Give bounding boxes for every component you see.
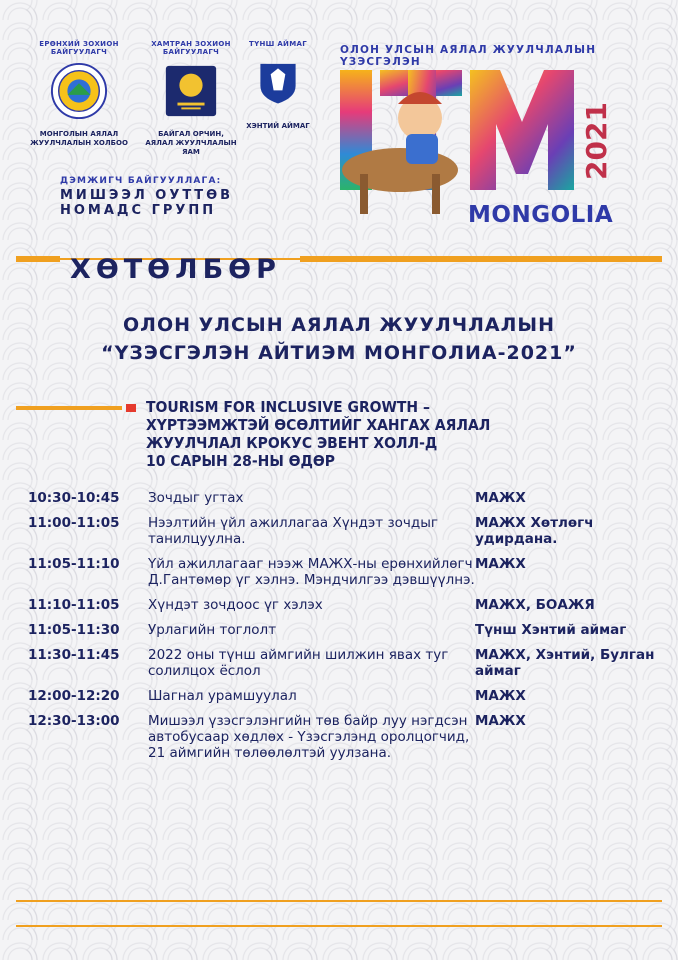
schedule-responsible: МАЖХ [475,688,526,704]
schedule-responsible: МАЖХ Хөтлөгч удирдана. [475,515,594,547]
event-heading-line: ХҮРТЭЭМЖТЭЙ ӨСӨЛТИЙГ ХАНГАХ АЯЛАЛ [146,416,491,434]
event-heading-line: TOURISM FOR INCLUSIVE GROWTH – [146,398,430,416]
schedule-time: 12:00-12:20 [28,688,120,704]
schedule-row [28,515,658,547]
organizer-role: ТҮНШ АЙМАГ [249,40,307,48]
schedule-time: 11:05-11:30 [28,622,120,638]
sponsor-name-line: МИШЭЭЛ ОУТТӨВ [60,188,234,203]
schedule-responsible: МАЖХ, Хэнтий, Булган аймаг [475,647,655,679]
program-title: ХӨТӨЛБӨР [70,254,281,285]
event-heading-line: ЖУУЛЧЛАЛ КРОКУС ЭВЕНТ ХОЛЛ-Д [146,434,438,452]
organizer-name: ЖУУЛЧЛАЛЫН ХОЛБОО [30,139,128,147]
schedule-time: 11:10-11:05 [28,597,120,613]
organizer-name: ХЭНТИЙ АЙМАГ [246,122,310,130]
program-subtitle: ОЛОН УЛСЫН АЯЛАЛ ЖУУЛЧЛАЛЫН [123,314,555,336]
schedule-time: 11:00-11:05 [28,515,120,531]
organizer-name: АЯЛАЛ ЖУУЛЧЛАЛЫН ЯАМ [145,139,237,156]
divider-bottom [16,925,662,927]
government-emblem-icon [162,62,220,120]
mta-emblem-icon [50,62,108,120]
organizer-name: БАЙГАЛ ОРЧИН, [158,130,224,138]
event-heading-line: 10 САРЫН 28-НЫ ӨДӨР [146,452,335,470]
section-accent [16,406,122,410]
khentii-shield-icon [256,54,300,112]
schedule-row [28,490,658,506]
sponsor-label: ДЭМЖИГЧ БАЙГУУЛЛАГА: [60,176,222,186]
schedule-responsible: МАЖХ [475,713,526,729]
schedule-row [28,688,658,704]
schedule-description: Зочдыг угтах [148,490,244,506]
schedule-table [28,490,658,770]
sponsor-name-line: НОМАДС ГРУПП [60,203,217,218]
schedule-description: Шагнал урамшуулал [148,688,297,704]
schedule-responsible: Түнш Хэнтий аймаг [475,622,627,638]
schedule-time: 12:30-13:00 [28,713,120,729]
schedule-responsible: МАЖХ [475,556,526,572]
divider-bottom [16,900,662,902]
organizer-role: ЕРӨНХИЙ ЗОХИОН БАЙГУУЛАГЧ [39,40,119,56]
schedule-row [28,597,658,613]
schedule-row [28,647,658,679]
organizer-ministry [136,40,246,157]
schedule-description: Хүндэт зочдоос үг хэлэх [148,597,323,613]
schedule-responsible: МАЖХ [475,490,526,506]
schedule-row [28,713,658,761]
schedule-time: 11:30-11:45 [28,647,120,663]
schedule-description: 2022 оны түнш аймгийн шилжин явах туг солилцох ёслол [148,647,449,679]
organizer-khentii [238,40,318,131]
sponsor-name [60,188,233,218]
schedule-responsible: МАЖХ, БОАЖЯ [475,597,595,613]
organizer-mta [24,40,134,148]
schedule-row [28,556,658,588]
divider-top-accent [300,256,662,262]
organizer-role: ХАМТРАН ЗОХИОН БАЙГУУЛАГЧ [151,40,231,56]
schedule-description: Үйл ажиллагааг нээж МАЖХ-ны ерөнхийлөгч Д.Гантөмөр үг хэлнэ. Мэндчилгээ дэвшүүлнэ. [148,556,475,588]
schedule-description: Урлагийн тоглолт [148,622,277,638]
divider-top-accent [16,256,60,262]
itm-logo [340,62,640,234]
expo-year: 2021 [580,102,613,180]
schedule-time: 10:30-10:45 [28,490,120,506]
schedule-description: Нээлтийн үйл ажиллагаа Хүндэт зочдыг танилцуулна. [148,515,438,547]
schedule-row [28,622,658,638]
section-accent-marker [126,404,136,412]
organizer-name: МОНГОЛЫН АЯЛАЛ [39,130,119,138]
expo-heading: ОЛОН УЛСЫН АЯЛАЛ ЖУУЛЧЛАЛЫН ҮЗЭСГЭЛЭН [340,44,597,68]
expo-country: MONGOLIA [468,202,614,228]
schedule-time: 11:05-11:10 [28,556,120,572]
event-heading [146,398,546,470]
schedule-description: Мишээл үзэсгэлэнгийн төв байр луу нэгдсэн автобусаар хөдлөх - Үзэсгэлэнд оролцогчид, 21 аймгийн төлөөлөлтэй уулзана. [148,713,470,761]
program-subtitle: “ҮЗЭСГЭЛЭН АЙТИЭМ МОНГОЛИА-2021” [101,342,577,364]
